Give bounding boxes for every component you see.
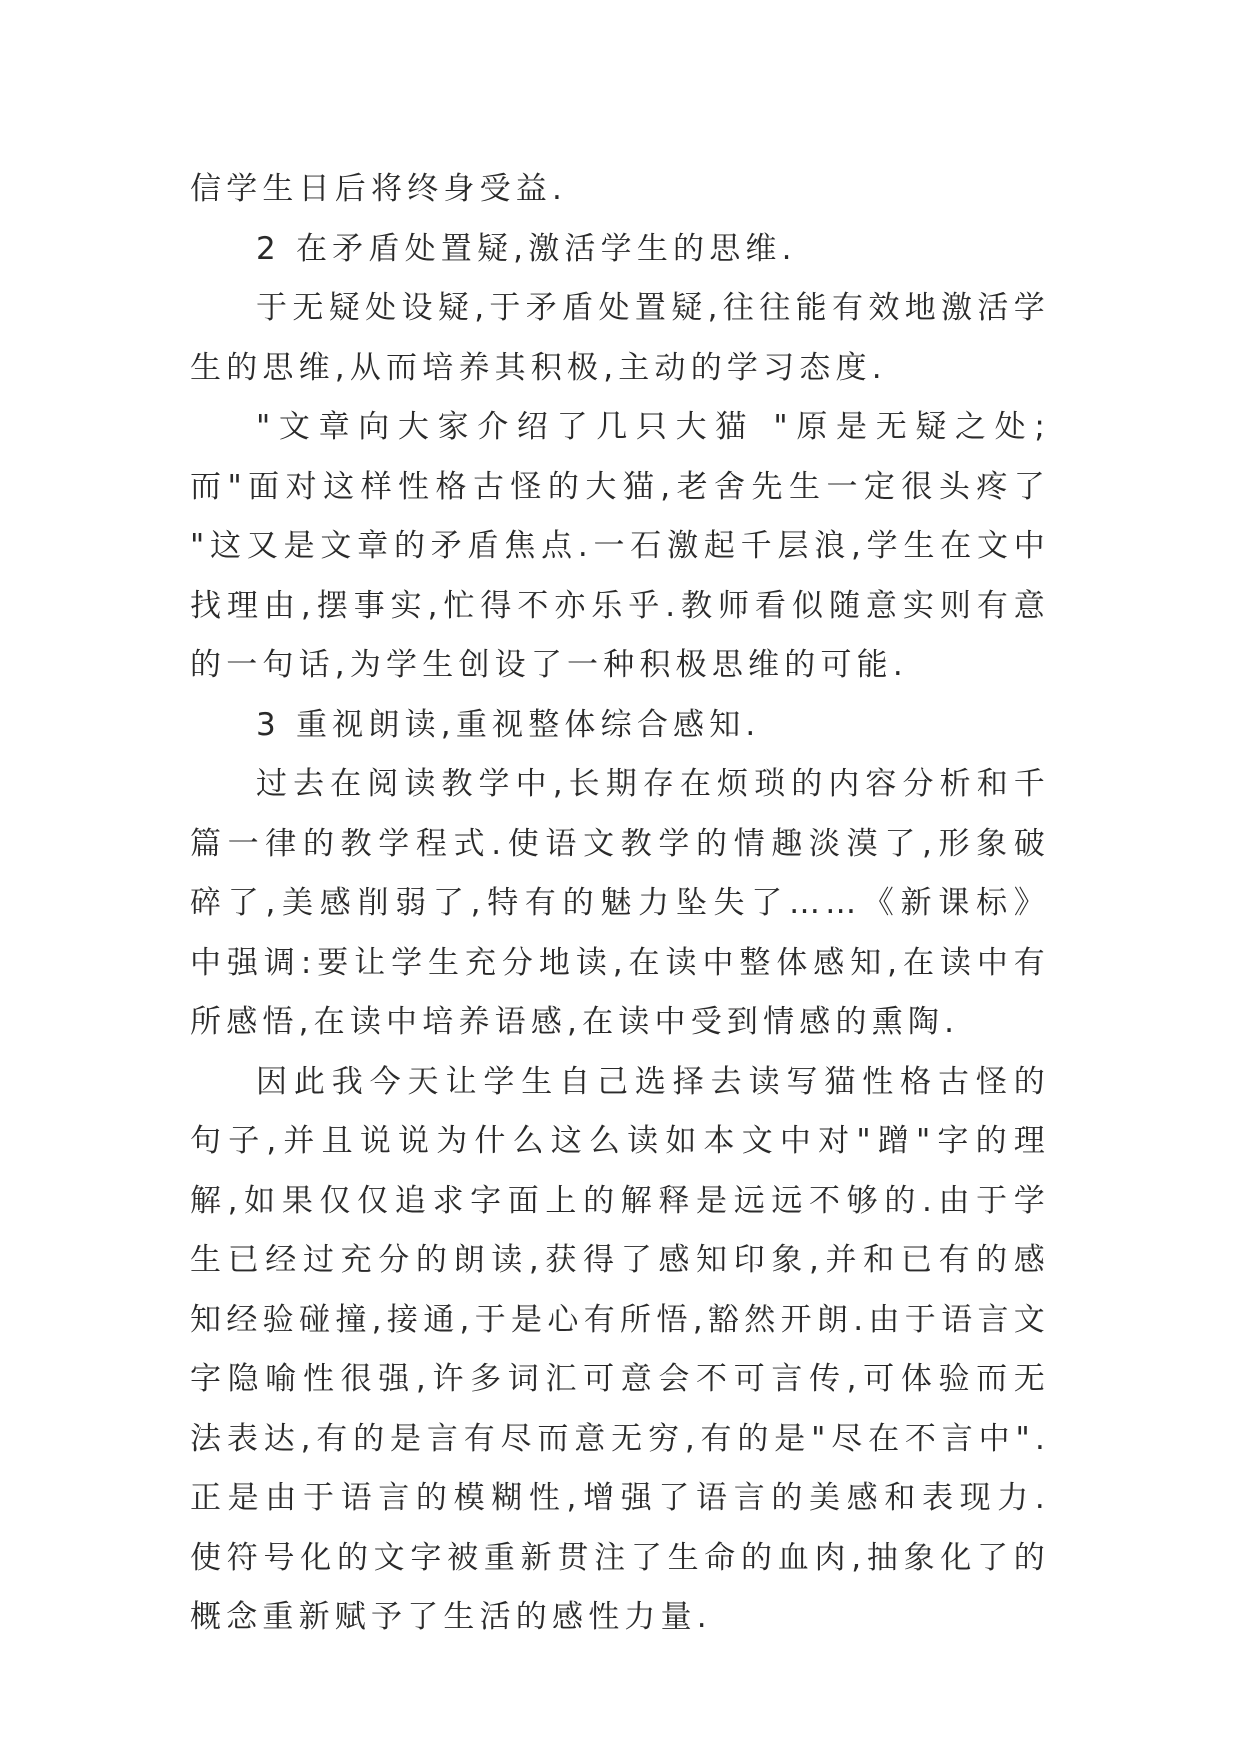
paragraph: 过去在阅读教学中,长期存在烦琐的内容分析和千篇一律的教学程式.使语文教学的情趣淡漠了,形象破碎了,美感削弱了,特有的魅力坠失了……《新课标》中强调:要让学生充分地读,在读中整体感知,在读中有所感悟,在读中培养语感,在读中受到情感的熏陶. xyxy=(190,766,1050,1040)
document-body xyxy=(190,160,1050,1648)
section-heading-3: 3 重视朗读,重视整体综合感知. xyxy=(256,706,761,743)
paragraph: "文章向大家介绍了几只大猫 "原是无疑之处;而"面对这样性格古怪的大猫,老舍先生一定很头疼了 "这又是文章的矛盾焦点.一石激起千层浪,学生在文中找理由,摆事实,忙得不亦乐乎.教师看似随意实则有意的一句话,为学生创设了一种积极思维的可能. xyxy=(190,409,1050,683)
paragraph: 因此我今天让学生自己选择去读写猫性格古怪的句子,并且说说为什么这么读如本文中对"蹭"字的理解,如果仅仅追求字面上的解释是远远不够的.由于学生已经过充分的朗读,获得了感知印象,并和已有的感知经验碰撞,接通,于是心有所悟,豁然开朗.由于语言文字隐喻性很强,许多词汇可意会不可言传,可体验而无法表达,有的是言有尽而意无穷,有的是"尽在不言中".正是由于语言的模糊性,增强了语言的美感和表现力.使符号化的文字被重新贯注了生命的血肉,抽象化了的概念重新赋予了生活的感性力量. xyxy=(190,1063,1050,1635)
paragraph-continuation: 信学生日后将终身受益. xyxy=(190,171,568,207)
section-heading-2: 2 在矛盾处置疑,激活学生的思维. xyxy=(256,230,797,267)
paragraph: 于无疑处设疑,于矛盾处置疑,往往能有效地激活学生的思维,从而培养其积极,主动的学习态度. xyxy=(190,290,1050,386)
